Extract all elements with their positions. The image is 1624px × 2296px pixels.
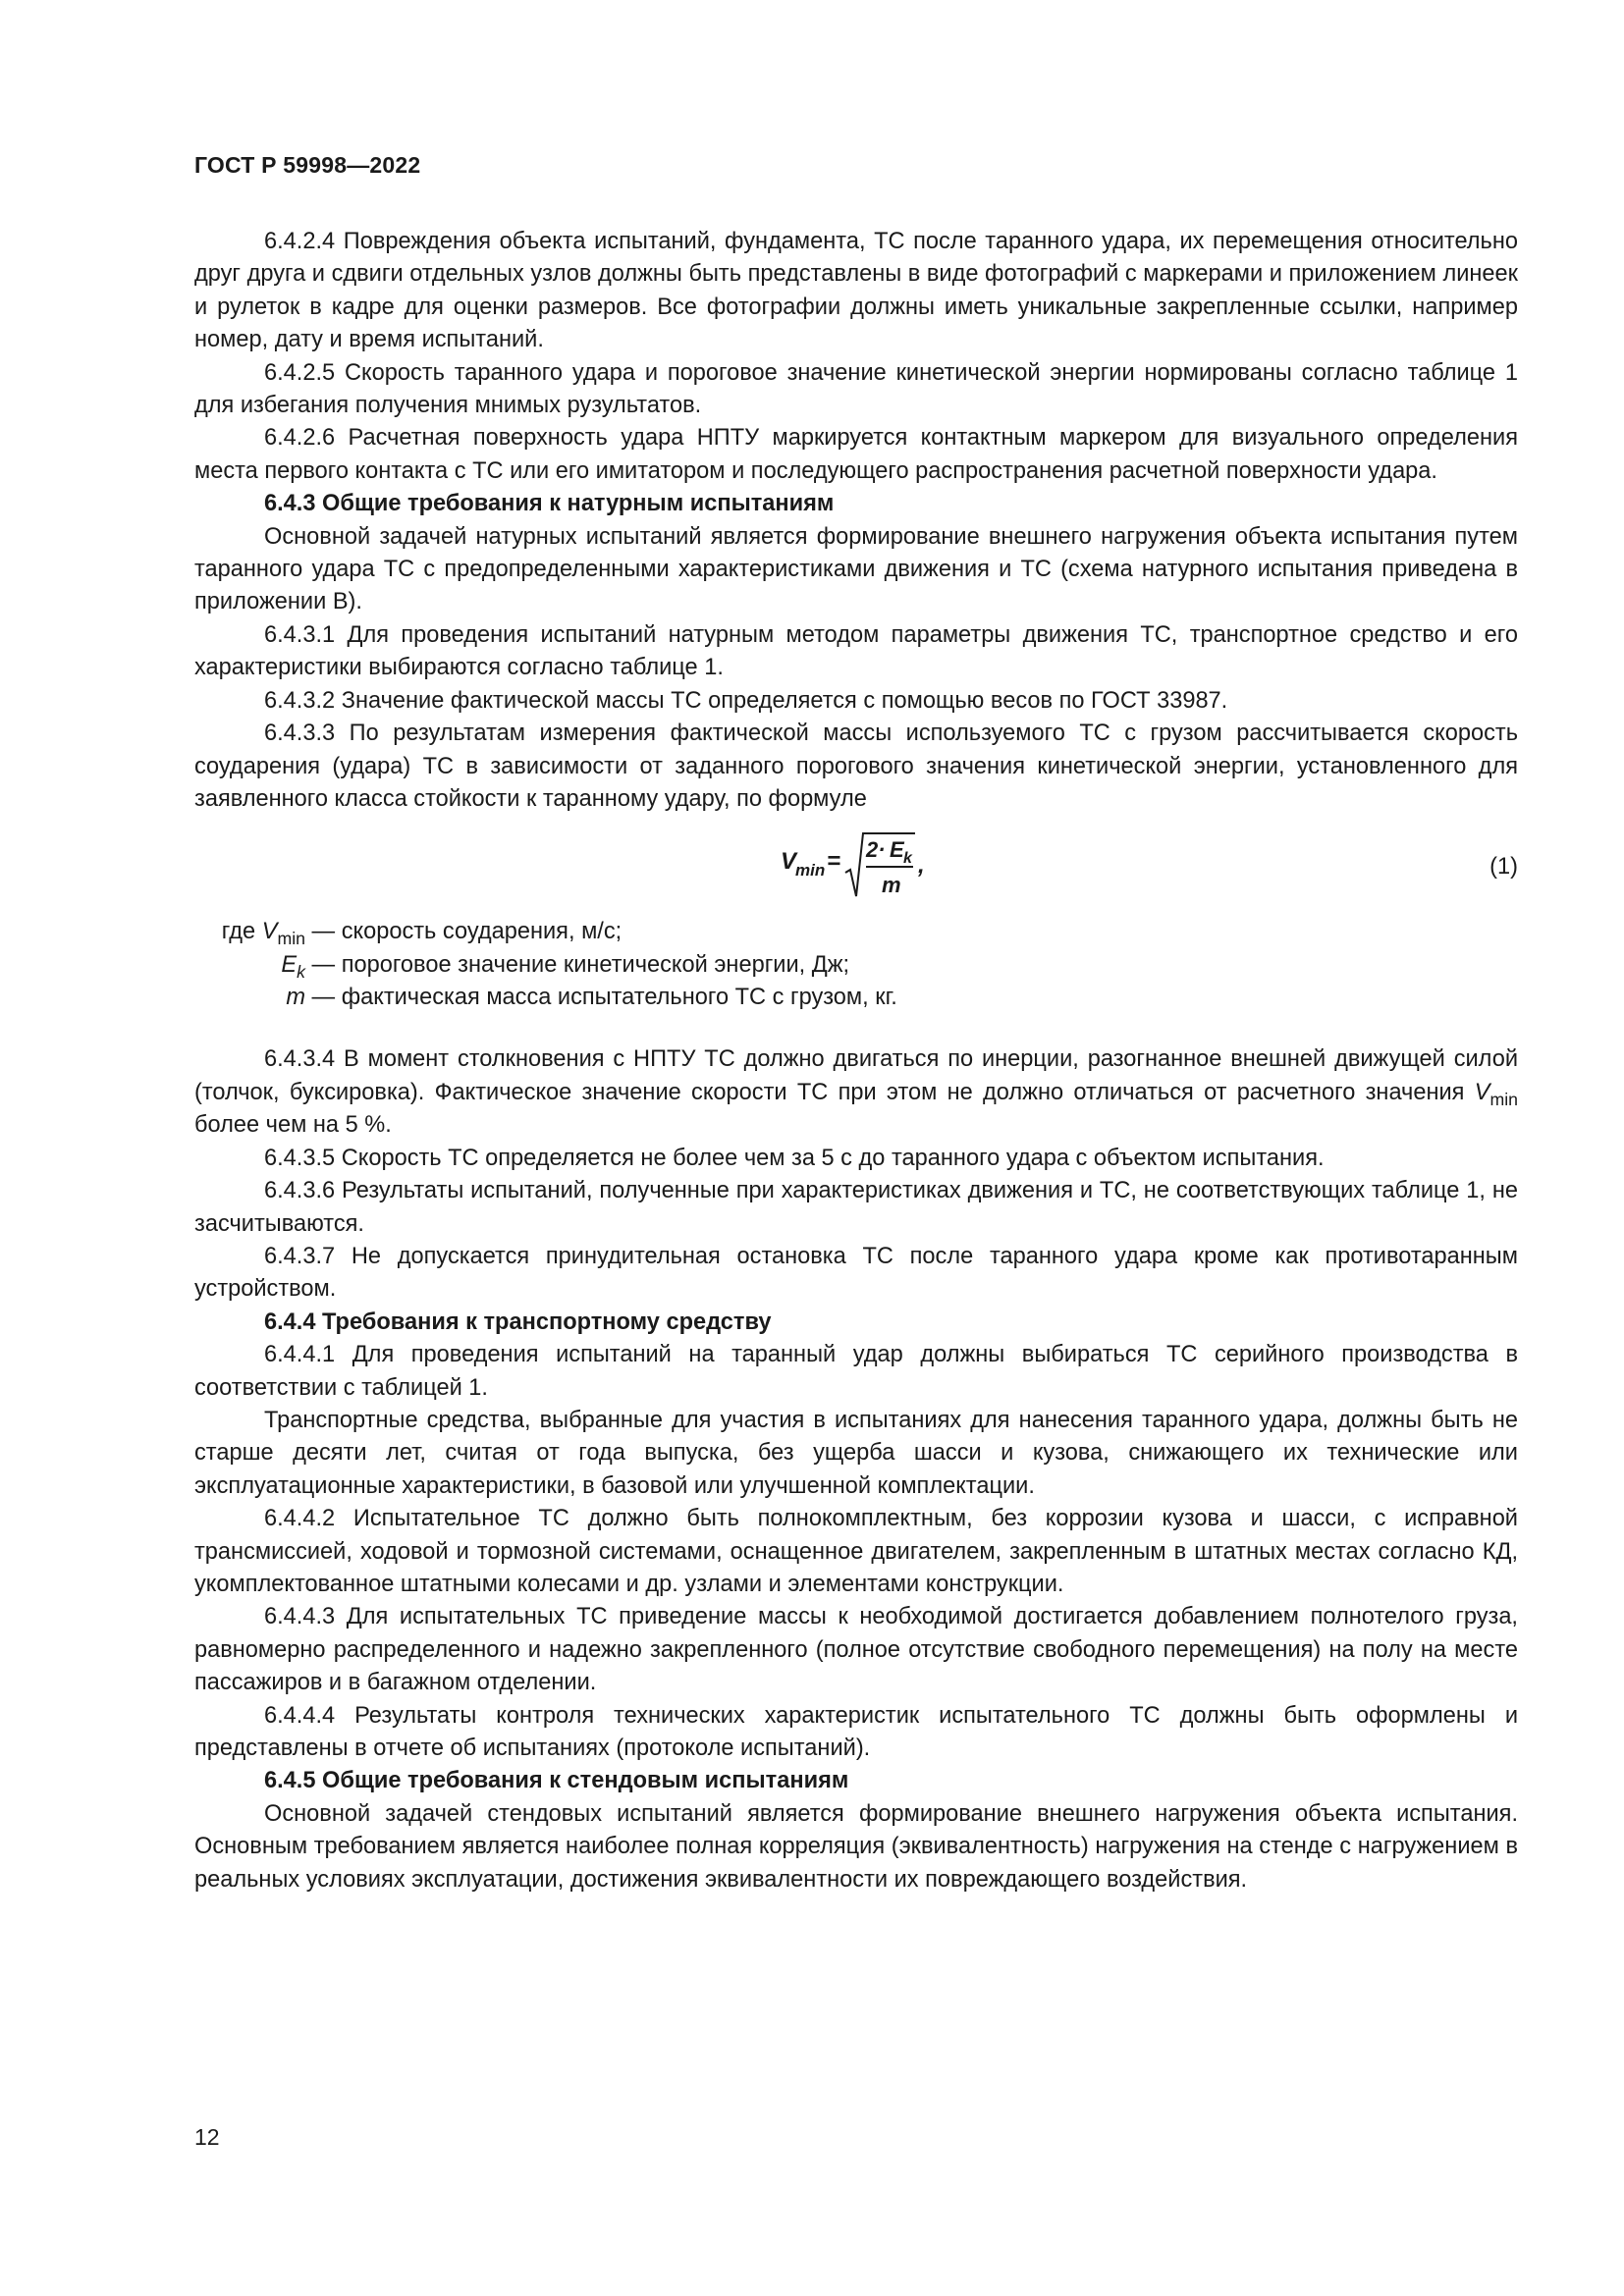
paragraph: 6.4.3.5 Скорость ТС определяется не более чем за 5 с до таранного удара с объектом испытания. [264,1145,1325,1171]
legend-subscript: min [277,929,305,949]
paragraph: 6.4.2.6 Расчетная поверхность удара НПТУ маркируется контактным маркером для визуального определения места первого контакта с ТС или его имитатором и последующего распространения расчетной поверхности удара. [194,425,1518,484]
formula-row [194,820,1518,928]
formula-lhs-subscript: min [795,861,826,881]
legend-text: — фактическая масса испытательного ТС с грузом, кг. [305,985,897,1011]
section-heading-6-4-5: 6.4.5 Общие требования к стендовым испытаниям [264,1768,849,1794]
paragraph: 6.4.4.4 Результаты контроля технических характеристик испытательного ТС должны быть оформлены и представлены в отчете об испытаниях (протоколе испытаний). [194,1702,1518,1762]
section-heading-6-4-3: 6.4.3 Общие требования к натурным испытаниям [264,491,835,517]
legend-symbol: m [286,985,305,1011]
formula-denominator: m [882,873,901,898]
paragraph: 6.4.4.1 Для проведения испытаний на таранный удар должны выбираться ТС серийного производства в соответствии с таблицей 1. [194,1342,1518,1401]
paragraph: 6.4.4.2 Испытательное ТС должно быть полнокомплектным, без коррозии кузова и шасси, с исправной трансмиссией, ходовой и тормозной системами, оснащенное двигателем, закрепленным в штатных местах согласно КД, укомплектованное штатными колесами и др. узлами и элементами конструкции. [194,1506,1518,1597]
section-heading-6-4-4: 6.4.4 Требования к транспортному средству [264,1308,772,1335]
paragraph: Транспортные средства, выбранные для участия в испытаниях для нанесения таранного удара, должны быть не старше десяти лет, считая от года выпуска, без ущерба шасси и кузова, снижающего их технические или эксплуатационные характеристики, в базовой или улучшенной комплектации. [194,1407,1518,1499]
paragraph: 6.4.3.2 Значение фактической массы ТС определяется с помощью весов по ГОСТ 33987. [264,687,1228,714]
legend-symbol: V [261,919,278,945]
formula-trailing: , [918,852,925,880]
formula-numerator-coef: 2· [866,837,886,863]
legend-item [194,916,1518,948]
paragraph: Основной задачей стендовых испытаний является формирование внешнего нагружения объекта испытания. Основным требованием является наиболее полная корреляция (эквивалентность) нагружения на стенде с нагружением в реальных условиях эксплуатации, достижения эквивалентности их повреждающего воздействия. [194,1800,1518,1893]
legend-text: — скорость соударения, м/с; [305,919,623,945]
paragraph: 6.4.3.4 В момент столкновения с НПТУ ТС должно двигаться по инерции, разогнанное внешней движущей силой (толчок, буксировка). Фактическое значение скорости ТС при этом не должно отличаться от расчетного значения $V_{min}$ более чем на 5 %. [194,1046,1518,1139]
paragraph: 6.4.3.7 Не допускается принудительная остановка ТС после таранного удара кроме как противотаранным устройством. [194,1243,1518,1303]
inline-subscript: min [1489,1090,1518,1110]
variable-legend [194,916,1518,1014]
paragraph: 6.4.3.3 По результатам измерения фактической массы используемого ТС с грузом рассчитывается скорость соударения (удара) ТС в зависимости от заданного порогового значения кинетической энергии, установленного для заявленного класса стойкости к таранному удару, по формуле [194,721,1518,812]
formula-numerator-symbol: E [890,837,904,863]
legend-symbol: E [281,951,298,978]
paragraph: 6.4.3.6 Результаты испытаний, полученные при характеристиках движения и ТС, не соответствующих таблице 1, не засчитываются. [194,1178,1518,1237]
page-number: 12 [194,2124,220,2150]
paragraph: 6.4.2.5 Скорость таранного удара и пороговое значение кинетической энергии нормированы согласно таблице 1 для избегания получения мнимых рузультатов. [194,359,1518,419]
document-body [194,226,1518,1896]
paragraph: 6.4.4.3 Для испытательных ТС приведение массы к необходимой достигается добавлением полнотелого груза, равномерно распределенного и надежно закрепленного (полное отсутствие свободного перемещения) на полу на месте пассажиров и в багажном отделении. [194,1604,1518,1696]
inline-symbol: V [1474,1079,1490,1105]
legend-intro: где [221,919,256,945]
legend-text: — пороговое значение кинетической энергии, Дж; [305,951,850,978]
legend-subscript: k [297,961,305,982]
formula-numerator-subscript: k [903,850,912,868]
paragraph: 6.4.2.4 Повреждения объекта испытаний, фундамента, ТС после таранного удара, их перемещения относительно друг друга и сдвиги отдельных узлов должны быть представлены в виде фотографий с маркерами и приложением линеек и рулеток в кадре для оценки размеров. Все фотографии должны иметь уникальные закрепленные ссылки, например номер, дату и время испытаний. [194,229,1518,353]
legend-item [194,982,1518,1014]
formula-number: (1) [1489,854,1518,881]
legend-item [194,949,1518,982]
document-page [194,0,1518,2296]
document-header: ГОСТ Р 59998—2022 [194,152,421,178]
paragraph: 6.4.3.1 Для проведения испытаний натурным методом параметры движения ТС, транспортное средство и его характеристики выбираются согласно таблице 1. [194,621,1518,681]
formula-lhs-symbol: V [781,848,797,876]
formula-vmin [781,828,947,910]
paragraph: Основной задачей натурных испытаний является формирование внешнего нагружения объекта испытания путем таранного удара ТС с предопределенными характеристиками движения и ТС (схема натурного испытания приведена в приложении В). [194,523,1518,615]
formula-equals: = [827,848,841,876]
